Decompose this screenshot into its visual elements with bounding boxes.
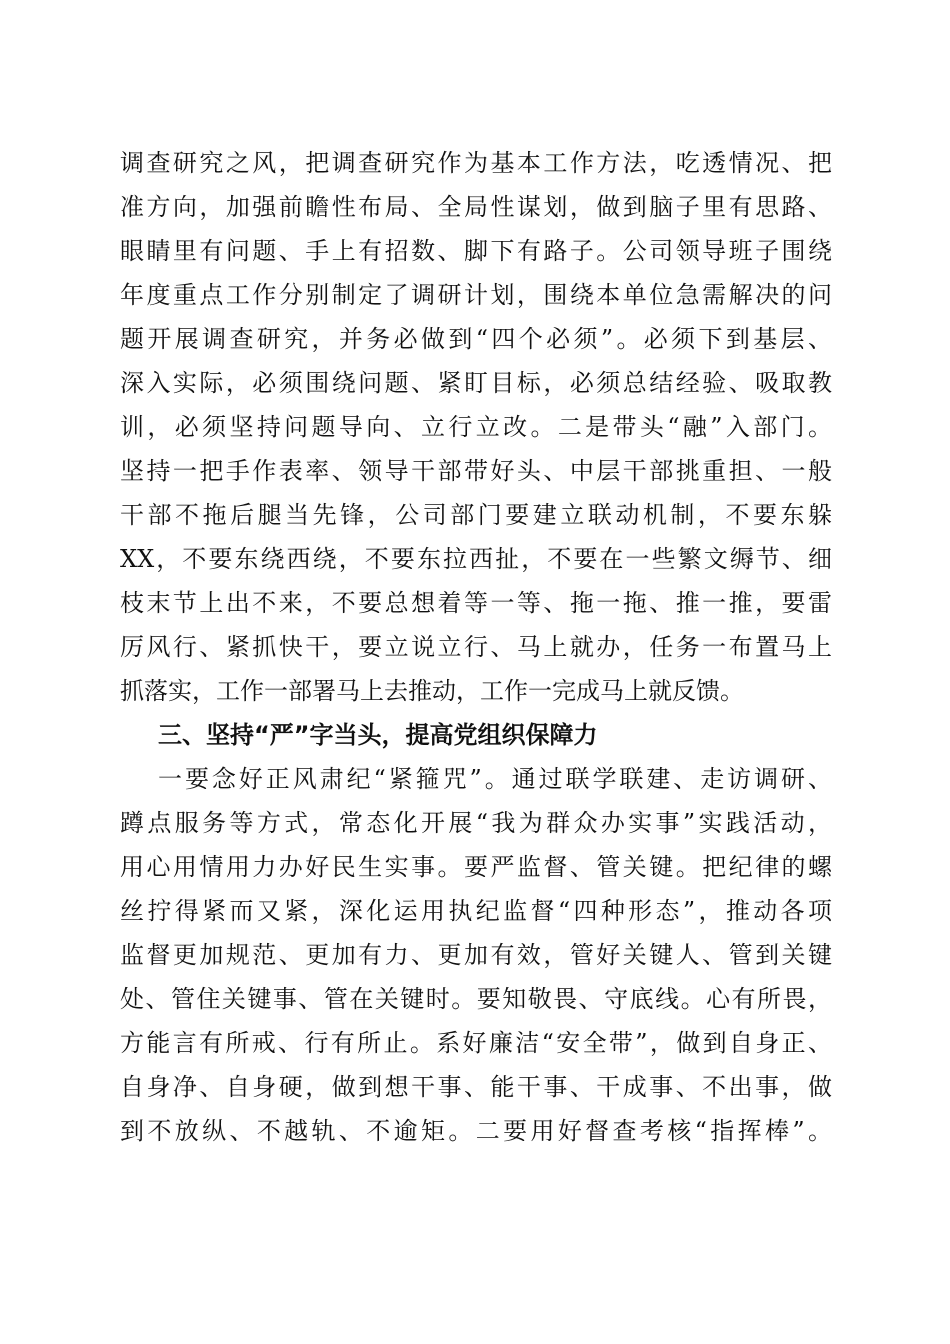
paragraph-line: 用心用情用力办好民生实事。要严监督、管关键。把纪律的螺 bbox=[120, 853, 832, 881]
paragraph-line: 坚持一把手作表率、领导干部带好头、中层干部挑重担、一般 bbox=[120, 457, 832, 485]
paragraph-line: 枝末节上出不来，不要总想着等一等、拖一拖、推一推，要雷 bbox=[120, 589, 832, 617]
document-body bbox=[120, 141, 832, 1153]
paragraph-line: 眼睛里有问题、手上有招数、脚下有路子。公司领导班子围绕 bbox=[120, 237, 832, 265]
paragraph-line: 蹲点服务等方式，常态化开展“我为群众办实事”实践活动， bbox=[120, 809, 832, 837]
paragraph-line: 抓落实，工作一部署马上去推动，工作一完成马上就反馈。 bbox=[120, 677, 744, 705]
paragraph-line: 准方向，加强前瞻性布局、全局性谋划，做到脑子里有思路、 bbox=[120, 193, 832, 221]
paragraph-line: 处、管住关键事、管在关键时。要知敬畏、守底线。心有所畏， bbox=[120, 985, 832, 1013]
paragraph-line: 丝拧得紧而又紧，深化运用执纪监督“四种形态”，推动各项 bbox=[120, 897, 832, 925]
paragraph-line: 自身净、自身硬，做到想干事、能干事、干成事、不出事，做 bbox=[120, 1073, 832, 1101]
paragraph-line: 题开展调查研究，并务必做到“四个必须”。必须下到基层、 bbox=[120, 325, 832, 353]
paragraph-line: 干部不拖后腿当先锋，公司部门要建立联动机制，不要东躲 bbox=[120, 501, 832, 529]
paragraph-line: 调查研究之风，把调查研究作为基本工作方法，吃透情况、把 bbox=[120, 149, 832, 177]
paragraph-line: 深入实际，必须围绕问题、紧盯目标，必须总结经验、吸取教 bbox=[120, 369, 832, 397]
paragraph-line: 监督更加规范、更加有力、更加有效，管好关键人、管到关键 bbox=[120, 941, 832, 969]
paragraph-line: 厉风行、紧抓快干，要立说立行、马上就办，任务一布置马上 bbox=[120, 633, 832, 661]
paragraph-line: 方能言有所戒、行有所止。系好廉洁“安全带”，做到自身正、 bbox=[120, 1029, 832, 1057]
paragraph-line: 一要念好正风肃纪“紧箍咒”。通过联学联建、走访调研、 bbox=[158, 765, 832, 793]
section-heading: 三、坚持“严”字当头，提高党组织保障力 bbox=[158, 721, 598, 749]
paragraph-line: 年度重点工作分别制定了调研计划，围绕本单位急需解决的问 bbox=[120, 281, 832, 309]
paragraph-line: 训，必须坚持问题导向、立行立改。二是带头“融”入部门。 bbox=[120, 413, 832, 441]
paragraph-line: 到不放纵、不越轨、不逾矩。二要用好督查考核“指挥棒”。 bbox=[120, 1117, 832, 1145]
paragraph-line: XX，不要东绕西绕，不要东拉西扯，不要在一些繁文缛节、细 bbox=[120, 545, 832, 573]
